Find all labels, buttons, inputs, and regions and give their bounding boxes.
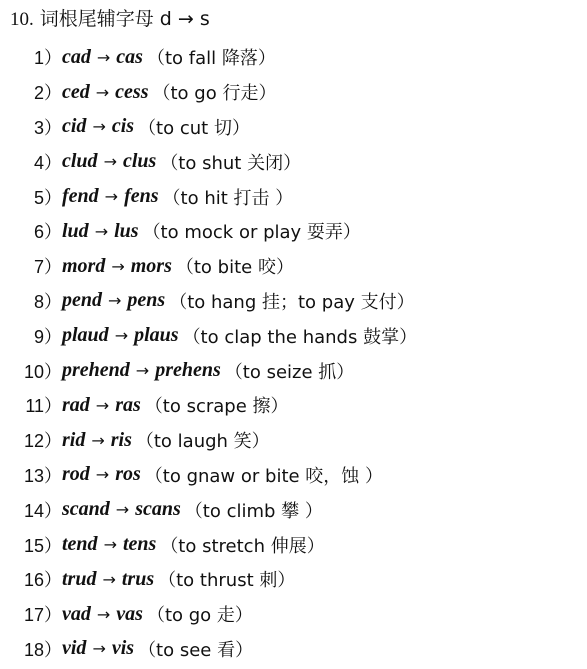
list-item bbox=[0, 632, 417, 667]
root-from: vad bbox=[62, 602, 91, 625]
root-to: prehens bbox=[155, 359, 221, 382]
root-to: ris bbox=[110, 428, 132, 451]
root-to: pens bbox=[127, 289, 166, 312]
arrow-icon: → bbox=[115, 500, 130, 520]
root-from: pend bbox=[62, 289, 102, 312]
arrow-icon: → bbox=[111, 256, 125, 276]
root-list bbox=[0, 40, 417, 666]
root-to: plaus bbox=[134, 324, 179, 347]
item-meaning: （to fall 降落） bbox=[146, 48, 276, 70]
root-from: cid bbox=[62, 115, 87, 138]
arrow-icon: → bbox=[92, 639, 106, 659]
root-to: mors bbox=[130, 254, 172, 277]
root-from: prehend bbox=[62, 359, 130, 382]
arrow-icon: → bbox=[95, 465, 110, 485]
root-from: rid bbox=[62, 428, 86, 451]
root-to: ras bbox=[115, 393, 141, 416]
list-item bbox=[0, 179, 417, 214]
root-to: cess bbox=[115, 80, 149, 103]
root-from: rad bbox=[62, 393, 90, 416]
item-index: 12） bbox=[23, 431, 62, 452]
arrow-icon: → bbox=[104, 187, 119, 207]
section-number: 10. bbox=[10, 9, 34, 30]
arrow-icon: → bbox=[103, 535, 117, 555]
arrow-icon: → bbox=[91, 430, 105, 450]
arrow-icon: → bbox=[96, 47, 111, 67]
item-index: 6） bbox=[33, 222, 62, 243]
item-index: 14） bbox=[23, 500, 62, 521]
list-item bbox=[0, 318, 417, 353]
list-item bbox=[0, 353, 417, 388]
root-to: trus bbox=[121, 567, 155, 590]
item-meaning: （to cut 切） bbox=[138, 117, 250, 139]
item-index: 18） bbox=[23, 639, 62, 660]
arrow-icon: → bbox=[95, 395, 110, 415]
list-item bbox=[0, 527, 417, 562]
item-meaning: （to scrape 擦） bbox=[144, 396, 289, 418]
list-item bbox=[0, 40, 417, 75]
item-meaning: （to gnaw or bite 咬，蚀 ） bbox=[144, 465, 384, 487]
root-from: scand bbox=[62, 498, 110, 521]
item-index: 17） bbox=[23, 605, 62, 626]
list-item bbox=[0, 249, 417, 284]
arrow-icon: → bbox=[102, 569, 116, 589]
item-index: 9） bbox=[33, 326, 62, 347]
item-index: 2） bbox=[33, 83, 62, 104]
item-index: 7） bbox=[33, 257, 62, 278]
item-meaning: （to thrust 刺） bbox=[158, 570, 296, 592]
arrow-icon: → bbox=[135, 361, 150, 381]
list-item bbox=[0, 423, 417, 458]
item-meaning: （to go 走） bbox=[146, 605, 253, 627]
item-index: 16） bbox=[23, 570, 62, 591]
root-to: cis bbox=[111, 115, 135, 138]
root-from: plaud bbox=[62, 324, 109, 347]
root-to: tens bbox=[122, 533, 157, 556]
root-from: tend bbox=[62, 533, 98, 556]
item-meaning: （to climb 攀 ） bbox=[184, 500, 323, 522]
list-item bbox=[0, 562, 417, 597]
list-item bbox=[0, 458, 417, 493]
arrow-icon: → bbox=[94, 221, 109, 241]
list-item bbox=[0, 597, 417, 632]
item-index: 1） bbox=[33, 48, 62, 69]
item-index: 13） bbox=[23, 465, 62, 486]
item-index: 11） bbox=[25, 396, 62, 417]
item-meaning: （to hang 挂；to pay 支付） bbox=[169, 291, 415, 313]
arrow-icon: → bbox=[108, 291, 122, 311]
list-item bbox=[0, 284, 417, 319]
item-index: 8） bbox=[33, 291, 62, 312]
root-from: trud bbox=[62, 567, 97, 590]
item-index: 3） bbox=[33, 117, 62, 138]
item-meaning: （to hit 打击 ） bbox=[162, 187, 294, 209]
list-item bbox=[0, 110, 417, 145]
root-from: rod bbox=[62, 463, 90, 486]
arrow-icon: → bbox=[103, 152, 117, 172]
root-from: lud bbox=[62, 219, 89, 242]
item-meaning: （to shut 关闭） bbox=[160, 152, 302, 174]
root-from: mord bbox=[62, 254, 106, 277]
root-to: vis bbox=[111, 637, 135, 660]
root-from: cad bbox=[62, 45, 91, 68]
item-meaning: （to stretch 伸展） bbox=[160, 535, 325, 557]
root-from: clud bbox=[62, 150, 98, 173]
arrow-icon: → bbox=[96, 604, 111, 624]
item-meaning: （to see 看） bbox=[138, 639, 254, 661]
root-from: ced bbox=[62, 80, 90, 103]
item-index: 4） bbox=[33, 152, 62, 173]
root-to: cas bbox=[116, 45, 143, 68]
list-item bbox=[0, 492, 417, 527]
item-index: 10） bbox=[23, 361, 62, 382]
root-from: fend bbox=[62, 185, 99, 208]
arrow-icon: → bbox=[114, 326, 129, 346]
item-meaning: （to seize 抓） bbox=[224, 361, 355, 383]
list-item bbox=[0, 388, 417, 423]
list-item bbox=[0, 75, 417, 110]
arrow-icon: → bbox=[95, 82, 110, 102]
list-item bbox=[0, 144, 417, 179]
list-item bbox=[0, 214, 417, 249]
item-meaning: （to clap the hands 鼓掌） bbox=[182, 326, 418, 348]
item-meaning: （to mock or play 耍弄） bbox=[142, 222, 361, 244]
root-to: fens bbox=[124, 185, 159, 208]
item-meaning: （to bite 咬） bbox=[175, 257, 294, 279]
arrow-icon: → bbox=[92, 117, 106, 137]
root-to: lus bbox=[114, 219, 139, 242]
item-meaning: （to go 行走） bbox=[152, 83, 277, 105]
root-to: clus bbox=[122, 150, 157, 173]
item-index: 5） bbox=[33, 187, 62, 208]
root-to: vas bbox=[116, 602, 143, 625]
root-to: scans bbox=[135, 498, 181, 521]
item-meaning: （to laugh 笑） bbox=[135, 431, 270, 453]
root-to: ros bbox=[115, 463, 141, 486]
item-index: 15） bbox=[23, 535, 62, 556]
root-from: vid bbox=[62, 637, 87, 660]
section-title: 词根尾辅字母 d → s bbox=[39, 8, 210, 30]
section-heading bbox=[10, 6, 210, 33]
